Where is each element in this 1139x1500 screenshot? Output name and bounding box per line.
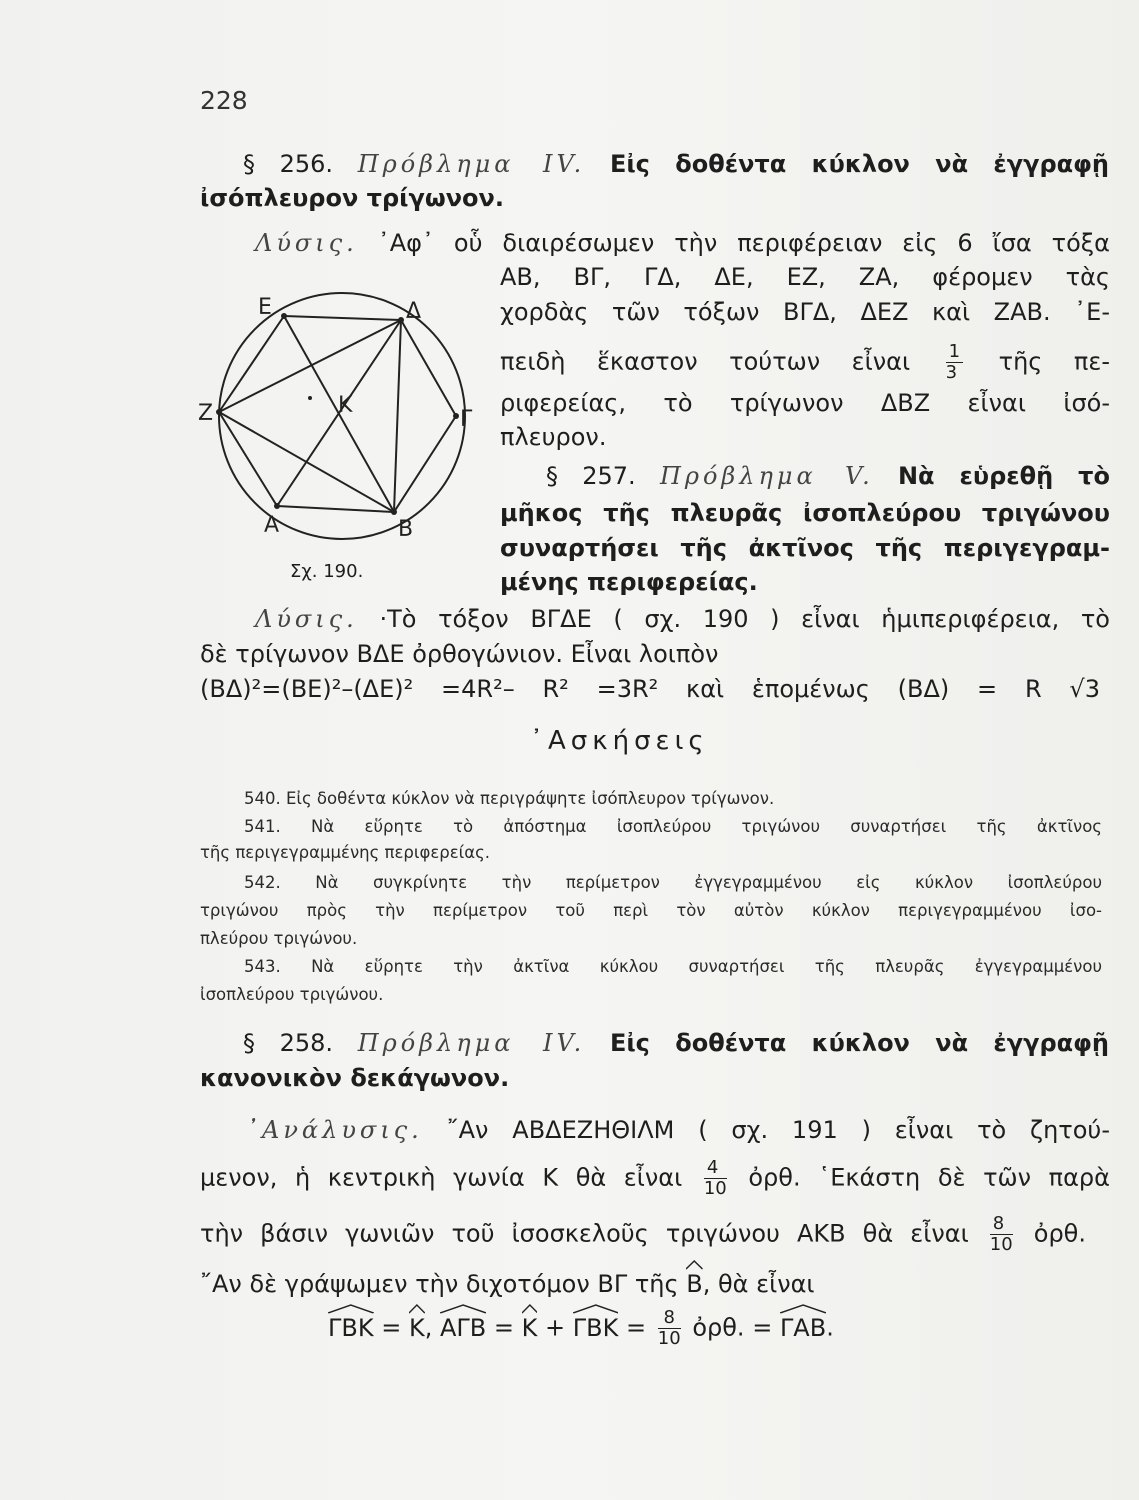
chord-EZ (219, 316, 284, 412)
angle-GAB: ΓΑΒ (780, 1310, 826, 1344)
exercise-540: 540. Εἰς δοθέντα κύκλον νὰ περιγράψητε ἰσόπλευρον τρίγωνον. (244, 789, 775, 808)
chord-DB (394, 320, 401, 512)
analysis-line-1 (246, 1114, 1110, 1146)
exercise-543-line-2: ἰσοπλεύρου τριγώνου. (200, 985, 384, 1004)
page-number: 228 (200, 86, 248, 115)
analysis-text: ὀρθ. (692, 1313, 745, 1342)
fraction-8-10: $\frac{8}{10}$ (657, 1307, 681, 1349)
equals-sign: = (626, 1313, 647, 1342)
label-E: Ε (258, 295, 272, 320)
section-title: Εἰς δοθέντα κύκλον νὰ ἐγγραφῇ (609, 1029, 1109, 1057)
equals-sign: = (752, 1313, 773, 1342)
angle-B: Β (686, 1266, 702, 1300)
section-number: § 256. (243, 150, 334, 178)
solution-text: τῆς πε- (998, 347, 1110, 376)
analysis-line-3 (200, 1214, 1086, 1255)
analysis-text: ὀρθ. ῾Εκάστη δὲ τῶν παρὰ (748, 1163, 1110, 1192)
analysis-text: τὴν βάσιν γωνιῶν τοῦ ἰσοσκελοῦς τριγώνου ΑΚΒ θὰ εἶναι (200, 1219, 969, 1248)
figure-190-diagram (190, 290, 490, 590)
analysis-text: μενον, ἡ κεντρικὴ γωνία Κ θὰ εἶναι (200, 1163, 683, 1192)
exercise-541-line-2: τῆς περιγεγραμμένης περιφερείας. (200, 843, 491, 862)
analysis-label: ᾿Ανάλυσις. (246, 1116, 423, 1144)
analysis-text: ὀρθ. (1033, 1219, 1086, 1248)
chord-ED (284, 316, 401, 320)
analysis-text: ῎Αν ΑΒΔΕΖΗΘΙΛΜ ( σχ. 191 ) εἶναι τὸ ζητού- (446, 1116, 1110, 1144)
section-258-heading (243, 1027, 1109, 1059)
exercise-543-line-1: 543. Νὰ εὕρητε τὴν ἀκτῖνα κύκλου συναρτήσει τῆς πλευρᾶς ἐγγεγραμμένου (244, 957, 1102, 976)
label-K: Κ (338, 393, 353, 418)
fraction-one-third: $\frac{1}{3}$ (946, 342, 963, 383)
fraction-4-10: $\frac{4}{10}$ (703, 1157, 727, 1199)
exercise-541-line-1: 541. Νὰ εὕρητε τὸ ἀπόστημα ἰσοπλεύρου τριγώνου συναρτήσει τῆς ἀκτῖνος (244, 817, 1102, 836)
solution-label: Λύσις. (255, 605, 358, 633)
analysis-text: ῎Αν δὲ γράψωμεν τὴν διχοτόμον ΒΓ τῆς (200, 1270, 679, 1298)
chord-GB (394, 416, 456, 512)
section-257-title-4: μένης περιφερείας. (500, 568, 758, 596)
solution-text: ᾿Αφ᾿ οὗ διαιρέσωμεν τὴν περιφέρειαν εἰς 6 ἴσα τόξα (377, 229, 1110, 257)
solution-text: ·Τὸ τόξον ΒΓΔΕ ( σχ. 190 ) εἶναι ἡμιπεριφέρεια, τὸ (379, 605, 1110, 633)
solution-line-6: πλευρον. (500, 423, 607, 451)
label-Z: Ζ (198, 401, 214, 426)
figure-caption: Σχ. 190. (290, 561, 364, 582)
label-G: Γ (460, 407, 473, 432)
chord-DG (401, 320, 456, 416)
solution-line-1 (255, 227, 1110, 259)
solution2-line-1 (255, 603, 1110, 635)
angle-GBK: ΓΒΚ (573, 1310, 619, 1344)
section-kind: Πρόβλημα IV. (357, 1029, 586, 1057)
section-256-title-cont: ἰσόπλευρον τρίγωνον. (200, 184, 504, 212)
label-B: Β (398, 517, 414, 542)
plus-sign: + (545, 1313, 566, 1342)
section-256-heading (243, 148, 1109, 180)
angle-K: Κ (522, 1310, 538, 1344)
solution-text: πειδὴ ἕκαστον τούτων εἶναι (500, 347, 911, 376)
analysis-text: , θὰ εἶναι (702, 1270, 815, 1298)
analysis-line-2 (200, 1158, 1110, 1199)
angle-equation: ΓΒΚ = Κ, ΑΓΒ = Κ + ΓΒΚ = $\frac{8}{10}$ ὀρθ. = ΓΑΒ. (328, 1308, 834, 1349)
solution-line-4 (500, 342, 1110, 383)
solution-line-3: χορδὰς τῶν τόξων ΒΓΔ, ΔΕΖ καὶ ΖΑΒ. ᾿Ε- (500, 298, 1110, 326)
exercise-542-line-3: πλεύρου τριγώνου. (200, 929, 358, 948)
section-number: § 257. (546, 462, 636, 490)
label-A: Α (264, 513, 280, 538)
solution2-line-3: (ΒΔ)²=(ΒΕ)²–(ΔΕ)² =4R²– R² =3R² καὶ ἑπομένως (ΒΔ) = R √3 (200, 675, 1100, 703)
exercise-542-line-1: 542. Νὰ συγκρίνητε τὴν περίμετρον ἐγγεγραμμένου εἰς κύκλον ἰσοπλεύρου (244, 873, 1102, 892)
chord-AB (277, 506, 394, 512)
equals-sign: = (493, 1313, 515, 1342)
angle-AGB: ΑΓΒ (440, 1310, 486, 1344)
angle-GBK: ΓΒΚ (328, 1310, 374, 1344)
equals-sign: = (381, 1313, 402, 1342)
solution-label: Λύσις. (255, 229, 358, 257)
section-257-title-2: μῆκος τῆς πλευρᾶς ἰσοπλεύρου τριγώνου (500, 499, 1110, 527)
solution2-line-2: δὲ τρίγωνον ΒΔΕ ὀρθογώνιον. Εἶναι λοιπὸν (200, 640, 719, 668)
section-kind: Πρόβλημα IV. (357, 150, 586, 178)
solution-line-5: ριφερείας, τὸ τρίγωνον ΔΒΖ εἶναι ἰσό- (500, 389, 1110, 417)
angle-K: Κ (409, 1310, 425, 1344)
section-kind: Πρόβλημα V. (659, 462, 874, 490)
section-258-title-cont: κανονικὸν δεκάγωνον. (200, 1064, 510, 1092)
section-title: Νὰ εὑρεθῇ τὸ (897, 462, 1110, 490)
fraction-8-10: $\frac{8}{10}$ (989, 1213, 1013, 1255)
solution-line-2: ΑΒ, ΒΓ, ΓΔ, ΔΕ, ΕΖ, ΖΑ, φέρομεν τὰς (500, 263, 1110, 291)
exercises-heading: ᾿Ασκήσεις (530, 726, 709, 756)
section-number: § 258. (243, 1029, 334, 1057)
section-title: Εἰς δοθέντα κύκλον νὰ ἐγγραφῇ (609, 150, 1109, 178)
section-257-heading (546, 460, 1110, 492)
exercise-542-line-2: τριγώνου πρὸς τὴν περίμετρον τοῦ περὶ τὸν αὐτὸν κύκλον περιγεγραμμένου ἰσο- (200, 901, 1102, 920)
section-257-title-3: συναρτήσει τῆς ἀκτῖνος τῆς περιγεγραμ- (500, 534, 1110, 562)
label-D: Δ (406, 299, 422, 324)
analysis-line-4 (200, 1266, 815, 1300)
